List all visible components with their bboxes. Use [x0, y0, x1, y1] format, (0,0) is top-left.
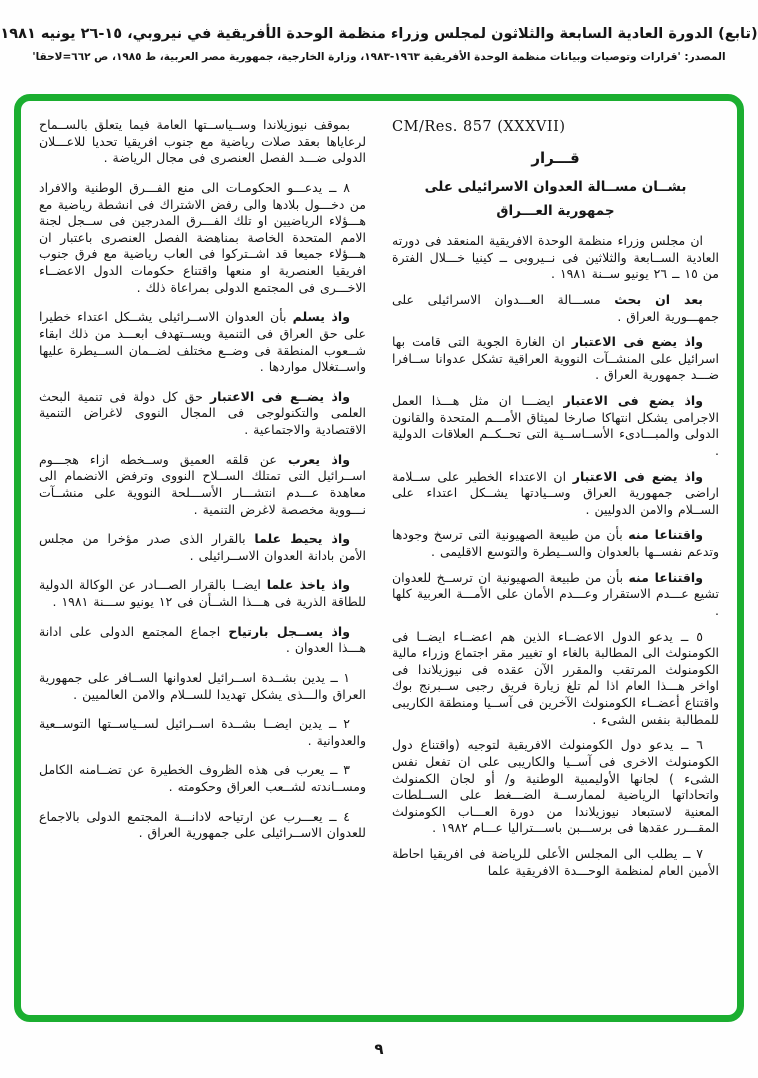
page-number: ٩ [374, 1040, 384, 1058]
paragraph-lead: واذ يضــع فى الاعتبار [209, 388, 350, 404]
resolution-subtitle-line2: جمهورية العـــراق [496, 203, 615, 219]
paragraph: واقتناعا منه بأن من طبيعة الصهيونية التى ترسخ وجودها وتدعم نفســها بالعدوان والســيطرة والتوسع الاقليمى . [392, 527, 719, 559]
paragraph: واذ يضع فى الاعتبار ان الغارة الجوية التى قامت بها اسرائيل على المنشــآت النووية العراقية تشكل عدوانا ســافرا ضـــد جمهورية العراق . [392, 334, 719, 383]
right-column [392, 117, 719, 999]
paragraph: واذ يضــع فى الاعتبار حق كل دولة فى تنمية البحث العلمى والتكنولوجى فى المجال النووى لاغراض التنمية الاقتصادية والاجتماعية . [39, 388, 366, 437]
paragraph-numbered-5: ٥ ــ يدعو الدول الاعضــاء الذين هم اعضــاء ايضــا فى الكومنولث الى المطالبة بالغاء او تغيير مقر اجتماع وزراء مالية الكومنولث المرتقب والمقرر الآن عقده فى نيوزيلاندا فى اواخر هـــذا العام اذا لم تلغ زيارة فريق رجبى ســبرنج بوك واقتناع أعضــاء الكومنولث الآخرين فى آســيا ومنطقة الكاريبى للمطالبة بنفس الشىء . [392, 628, 719, 727]
paragraph-numbered-7: ٧ ــ يطلب الى المجلس الأعلى للرياضة فى افريقيا احاطة الأمين العام لمنظمة الوحـــدة الافريقية علما [392, 846, 719, 878]
resolution-title: قـــرار [531, 149, 580, 167]
paragraph: بعد ان بحث مســـالة العـــدوان الاسرائيلى على جمهـــورية العراق . [392, 291, 719, 324]
source-citation: المصدر: 'قرارات وتوصيات وبيانات منظمة الوحدة الأفريقية ١٩٦٣-١٩٨٣، وزارة الخارجية، جمهورية مصر العربية، ط ١٩٨٥، ص ٦٦٢=لاحقا' [32, 51, 726, 63]
paragraph: واذ يضع فى الاعتبار ان الاعتداء الخطير على ســلامة اراضى جمهورية العراق وســيادتها يشــكل اعتداء على الســلام والامن الدوليين . [392, 468, 719, 517]
paragraph-lead: واقتناعا منه [628, 569, 703, 585]
paragraph-lead: واذ يحيط علما [254, 531, 350, 547]
paragraph: واذ ياخذ علما ايضــا بالقرار الصـــادر عن الوكالة الدولية للطاقة الذرية فى هـــذا الشــأن فى ١٢ يونيو ســـنة ١٩٨١ . [39, 577, 366, 609]
session-title: (تابع) الدورة العادية السابعة والثلاثون لمجلس وزراء منظمة الوحدة الأفريقية في نيروبي، ١٥-٢٦ يونيه ١٩٨١ [0, 26, 758, 42]
paragraph-lead: واذ يسلم [292, 309, 350, 325]
resolution-subtitle-line1: بشــان مســالة العدوان الاسرائيلى على [424, 179, 687, 195]
paragraph-lead: واذ يضع فى الاعتبار [571, 334, 703, 350]
paragraph-numbered-1: ١ ــ يدين بشــدة اســرائيل لعدوانها الســافر على جمهورية العراق والـــذى يشكل تهديدا للســلام والامن العالميين . [39, 669, 366, 702]
paragraph-lead: واذ يضع فى الاعتبار [563, 393, 703, 408]
paragraph-lead: واذ ياخذ علما [266, 577, 350, 593]
paragraph: واذ يســجل بارتياح اجماع المجتمع الدولى على ادانة هـــذا العدوان . [39, 623, 366, 656]
paragraph-numbered-4: ٤ ــ يعـــرب عن ارتياحه لادانـــة المجتمع الدولى بالاجماع للعدوان الاســرائيلى على جمهورية العراق . [39, 808, 366, 841]
page-header [0, 0, 758, 63]
paragraph-numbered-3: ٣ ــ يعرب فى هذه الظروف الخطيرة عن تضــامنه الكامل ومســاندته لشــعب العراق وحكومته . [39, 762, 366, 794]
paragraph: واقتناعا منه بأن من طبيعة الصهيونية ان ترســخ للعدوان تشيع عـــدم الاستقرار وعـــدم الأمان على الأمـــة العربية كلها . [392, 569, 719, 618]
paragraph: ان مجلس وزراء منظمة الوحدة الافريقية المنعقد فى دورته العادية الســابعة والثلاثين فى نــيروبى ــ كينيا خـــلال الفترة من ١٥ ــ ٢٦ يونيو ســنة ١٩٨١ . [392, 233, 719, 282]
left-column [39, 117, 366, 999]
paragraph: واذ يحيط علما بالقرار الذى صدر مؤخرا من مجلس الأمن بادانة العدوان الاســرائيلى . [39, 531, 366, 563]
two-column-layout [21, 101, 737, 1015]
paragraph-numbered-8: ٨ ــ يدعـــو الحكومـات الى منع الفـــرق الوطنية والافراد من دخـــول بلادها والى رفض الاشتراك فى انشطة رياضية مع هـــؤلاء الرياضيين او تلك الفـــرق المدرجين فى ســجل لجنة الامم المتحدة الخاصة بمناهضة الفصل العنصرى باعتبار ان هـــؤلاء جميعا قد اشــتركوا فى العاب رياضية مع فرق جنوب افريقيا العنصرية او منعها واقتناع حكومات الدول الاعضــاء الاخـــرى فى المجتمع الدولى بمراعاة ذلك . [39, 179, 366, 295]
paragraph: واذ يسلم بأن العدوان الاســرائيلى يشــكل اعتداء خطيرا على حق العراق فى التنمية ويســتهدف ابعـــد من ذلك ابقاء شــعوب المنطقة فى وضــع مختلف لضــمان الســيطرة عليها واســتغلال مواردها . [39, 309, 366, 375]
paragraph-lead: واقتناعا منه [628, 527, 703, 543]
paragraph: واذ يعرب عن قلقه العميق وســخطه ازاء هجـــوم اســرائيل التى تمتلك الســلاح النووى وترفض الانضمام الى معاهدة عـــدم انتشـــار الأســـلحة النووية على منشــآت نـــووية مخصصة لاغرض التنمية . [39, 451, 366, 517]
paragraph-lead: واذ يســجل بارتياح [228, 623, 350, 639]
paragraph: واذ يضع فى الاعتبار ايضـــا ان مثل هـــذا العمل الاجرامى يشكل انتهاكا صارخا لميثاق الأمـــم المتحدة والقانون الدولى والمبـــادىء الأســاســية التى تحــكــم العلاقات الدولية . [392, 393, 719, 458]
paragraph-lead: واذ يضع فى الاعتبار [572, 468, 703, 484]
paragraph: بموقف نيوزيلاندا وســياســتها العامة فيما يتعلق بالســماح لرعاياها بعقد صلات رياضية مع جنوب افريقيا تحديا للاعـــلان الدولى ضـــد الفصل العنصرى فى مجال الرياضة . [39, 117, 366, 166]
resolution-code: CM/Res. 857 (XXXVII) [392, 119, 566, 135]
paragraph-lead: بعد ان بحث [614, 291, 703, 307]
paragraph-lead: واذ يعرب [287, 451, 350, 467]
paragraph-numbered-6: ٦ ــ يدعو دول الكومنولث الافريقية لتوجيه (واقتناع دول الكومنولث الاخرى فى آســيا والكاريبى على ان تفعل نفس الشىء ) لجانها الأوليمبية الوطنية و/ أو لجان الكمنولث واتحاداتها الرياضية لممارســة الضـــغط على الســلطات المعنية لاستبعاد نيوزيلاندا من دورة العـــاب الكومنولث المقـــرر عقدها فى برســـبن باســـتراليا عـــام ١٩٨٢ . [392, 737, 719, 836]
paragraph-numbered-2: ٢ ــ يدين ايضــا بشــدة اســرائيل لســياســتها التوســعية والعدوانية . [39, 716, 366, 748]
green-border-frame [14, 94, 744, 1022]
